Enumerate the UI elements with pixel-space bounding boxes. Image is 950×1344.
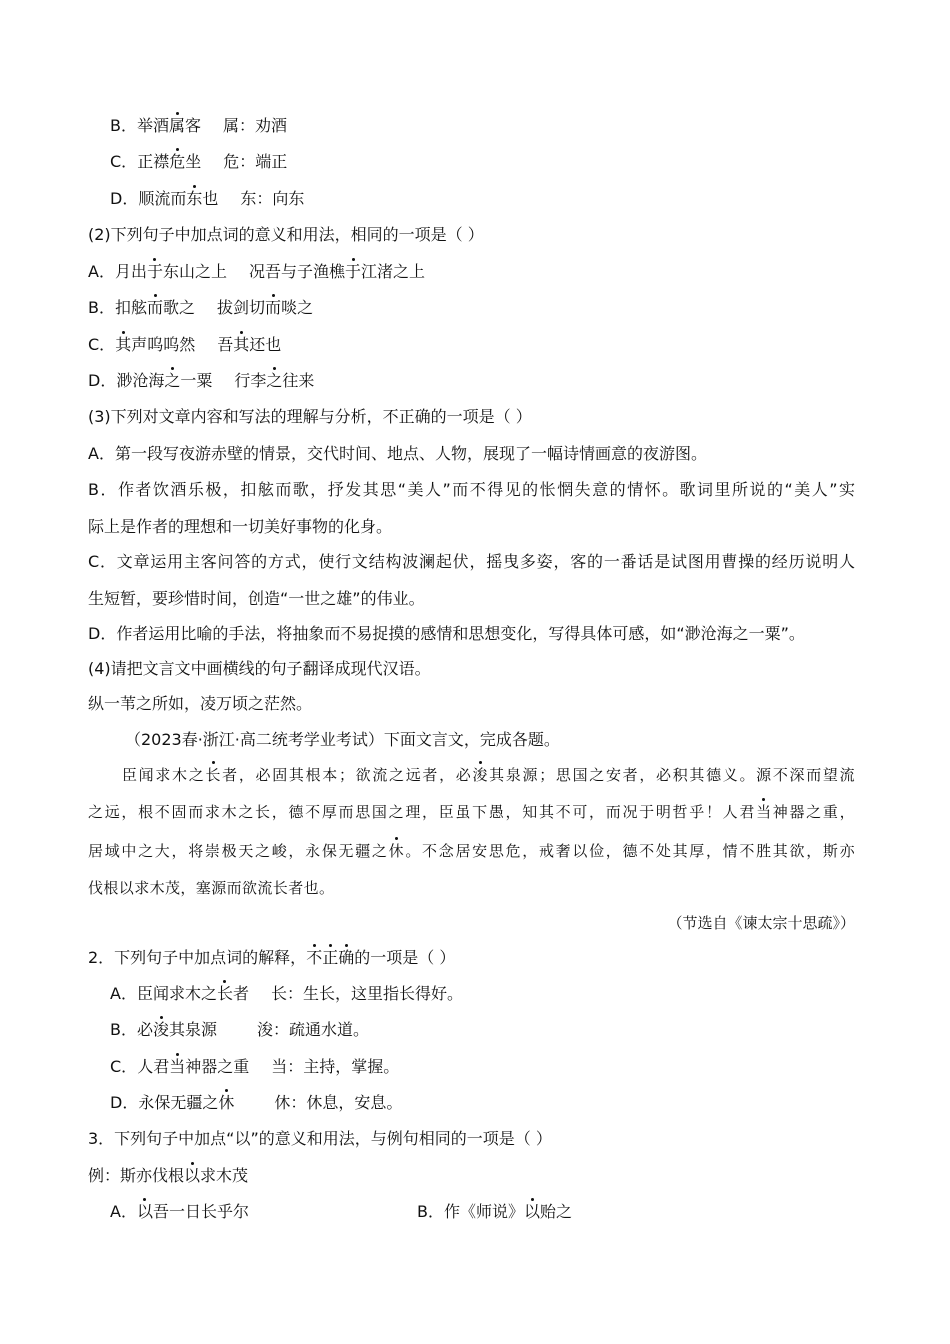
- option-text: 江渚之上: [361, 262, 426, 281]
- passage-source: （节选自《谏太宗十思疏》）: [667, 914, 855, 932]
- option-text: 客: [185, 116, 202, 135]
- q2-option-c: [88, 334, 281, 356]
- example-text: 例：斯亦伐根: [88, 1166, 185, 1185]
- dotted-word: 当: [169, 1057, 186, 1076]
- option-gloss: 长：生长，这里指长得好。: [271, 984, 464, 1003]
- option-label: C．: [110, 152, 138, 171]
- option-text: 贻之: [540, 1202, 573, 1221]
- dotted-word: 确: [338, 948, 355, 967]
- dotted-word: 以: [184, 1166, 201, 1185]
- dotted-word: 以: [524, 1202, 541, 1221]
- passage-line-2: [88, 801, 855, 823]
- q3-option-c-line2: 生短暂，要珍惜时间，创造“一世之雄”的伟业。: [88, 589, 425, 608]
- q2-option-a: [88, 261, 425, 283]
- q3-option-d: D．作者运用比喻的手法，将抽象而不易捉摸的感情和思想变化，写得具体可感，如“渺沧海之一粟”。: [88, 624, 805, 643]
- option-text: 东山之上: [162, 262, 227, 281]
- option-text: 况吾与子渔樵: [249, 262, 346, 281]
- option-label: A．: [88, 262, 115, 281]
- option-text: 扣舷: [114, 298, 147, 317]
- stem-text: 的一项是（ ）: [354, 948, 456, 967]
- q5-option-d: [110, 1092, 402, 1114]
- option-text: 吾一日长乎尔: [152, 1202, 249, 1221]
- q6-stem: 3．下列句子中加点“以”的意义和用法，与例句相同的一项是（ ）: [88, 1129, 552, 1148]
- option-label: A．: [110, 1202, 137, 1221]
- passage-text: 之远，根不固而求木之长，德不厚而思国之理，臣虽下愚，知其不可，而况于明哲乎！人君: [88, 803, 757, 821]
- q6-example: [88, 1165, 248, 1187]
- q1-option-b: [110, 115, 287, 137]
- q6-option-a: [110, 1201, 249, 1223]
- dotted-word: 于: [146, 262, 163, 281]
- option-gloss: 当：主持，掌握。: [271, 1057, 400, 1076]
- option-label: C．: [110, 1057, 138, 1076]
- passage-text: 臣闻求木之: [122, 766, 206, 784]
- option-gloss: 浚：疏通水道。: [257, 1020, 370, 1039]
- passage-text: 其泉源；思国之安者，必积其德义。源不深而望流: [487, 766, 855, 784]
- option-label: D．: [88, 371, 117, 390]
- option-label: A．: [110, 984, 137, 1003]
- option-text: 神器之重: [185, 1057, 250, 1076]
- q1-option-d: [110, 188, 304, 210]
- q1-option-c: [110, 151, 287, 173]
- dotted-word: 正: [322, 948, 339, 967]
- dotted-word: 以: [136, 1202, 153, 1221]
- dotted-word: 长: [216, 984, 233, 1003]
- dotted-word: 长: [205, 766, 221, 784]
- dotted-word: 而: [147, 298, 164, 317]
- passage-text: 者，必固其根本；欲流之远者，必: [220, 766, 473, 784]
- stem-text: 2．下列句子中加点词的解释，: [88, 948, 307, 967]
- q6-option-b: [417, 1201, 572, 1223]
- option-label: C．: [88, 335, 116, 354]
- option-label: B．: [417, 1202, 444, 1221]
- dotted-word: 浚: [153, 1020, 170, 1039]
- option-label: B．: [110, 1020, 137, 1039]
- option-label: D．: [110, 1093, 139, 1112]
- option-label: B．: [88, 298, 115, 317]
- dotted-word: 而: [265, 298, 282, 317]
- option-text: 一粟: [180, 371, 213, 390]
- q2-option-b: [88, 297, 313, 319]
- option-gloss: 东：向东: [240, 189, 305, 208]
- dotted-word: 休: [218, 1093, 235, 1112]
- dotted-word: 其: [233, 335, 250, 354]
- passage-text: 神器之重，: [771, 803, 855, 821]
- q5-stem: [88, 947, 455, 969]
- option-text: 吾: [217, 335, 234, 354]
- q3-option-b-line2: 际上是作者的理想和一切美好事物的化身。: [88, 517, 393, 536]
- q5-option-c: [110, 1056, 399, 1078]
- option-text: 也: [202, 189, 219, 208]
- q4-sentence: 纵一苇之所如，凌万顷之茫然。: [88, 694, 313, 713]
- dotted-word: 浚: [472, 766, 488, 784]
- option-text: 者: [232, 984, 249, 1003]
- passage-line-4: 伐根以求木茂，塞源而欲流长者也。: [88, 879, 335, 897]
- option-text: 往来: [282, 371, 315, 390]
- option-label: D．: [110, 189, 139, 208]
- option-text: 渺沧海: [116, 371, 165, 390]
- option-text: 啖之: [281, 298, 314, 317]
- dotted-word: 不: [306, 948, 323, 967]
- dotted-word: 其: [115, 335, 132, 354]
- option-text: 歌之: [163, 298, 196, 317]
- option-text: 人君: [137, 1057, 170, 1076]
- q5-option-b: [110, 1019, 369, 1041]
- dotted-word: 于: [345, 262, 362, 281]
- dotted-word: 休: [388, 842, 405, 860]
- option-text: 正襟: [137, 152, 170, 171]
- option-text: 拔剑切: [217, 298, 266, 317]
- passage-text: 居域中之大，将崇极天之峻，永保无疆之: [88, 842, 389, 860]
- option-text: 月出: [114, 262, 147, 281]
- option-text: 作《师说》: [443, 1202, 524, 1221]
- dotted-word: 属: [169, 116, 186, 135]
- q3-option-a: A．第一段写夜游赤壁的情景，交代时间、地点、人物，展现了一幅诗情画意的夜游图。: [88, 444, 707, 463]
- example-text: 求木茂: [200, 1166, 249, 1185]
- passage-line-3: [88, 840, 855, 862]
- q2-option-d: [88, 370, 314, 392]
- dotted-word: 东: [186, 189, 203, 208]
- dotted-word: 之: [266, 371, 283, 390]
- option-text: 顺流而: [138, 189, 187, 208]
- dotted-word: 当: [756, 803, 772, 821]
- q4-stem: (4)请把文言文中画横线的句子翻译成现代汉语。: [88, 659, 431, 678]
- option-text: 必: [136, 1020, 153, 1039]
- option-text: 坐: [185, 152, 202, 171]
- option-text: 声呜呜然: [131, 335, 196, 354]
- q2-stem: (2)下列句子中加点词的意义和用法，相同的一项是（ ）: [88, 225, 484, 244]
- q3-option-c-line1: C．文章运用主客问答的方式，使行文结构波澜起伏，摇曳多姿，客的一番话是试图用曹操的经历说明人: [88, 552, 855, 571]
- q3-option-b-line1: B．作者饮酒乐极，扣舷而歌，抒发其思“美人”而不得见的怅惘失意的情怀。歌词里所说的“美人”实: [88, 480, 855, 499]
- option-text: 臣闻求木之: [136, 984, 217, 1003]
- option-gloss: 属：劝酒: [223, 116, 288, 135]
- option-text: 还也: [249, 335, 282, 354]
- dotted-word: 之: [164, 371, 181, 390]
- q5-option-a: [110, 983, 463, 1005]
- option-text: 其泉源: [169, 1020, 218, 1039]
- passage-text: 。不念居安思危，戒奢以俭，德不处其厚，情不胜其欲，斯亦: [404, 842, 855, 860]
- option-gloss: 休：休息，安息。: [274, 1093, 403, 1112]
- option-text: 举酒: [136, 116, 169, 135]
- dotted-word: 危: [169, 152, 186, 171]
- q3-stem: (3)下列对文章内容和写法的理解与分析，不正确的一项是（ ）: [88, 407, 532, 426]
- passage-intro: （2023春·浙江·高二统考学业考试）下面文言文，完成各题。: [125, 730, 560, 749]
- passage-line-1: [122, 764, 855, 786]
- option-label: B．: [110, 116, 137, 135]
- option-gloss: 危：端正: [223, 152, 288, 171]
- option-text: 永保无疆之: [138, 1093, 219, 1112]
- option-text: 行李: [234, 371, 267, 390]
